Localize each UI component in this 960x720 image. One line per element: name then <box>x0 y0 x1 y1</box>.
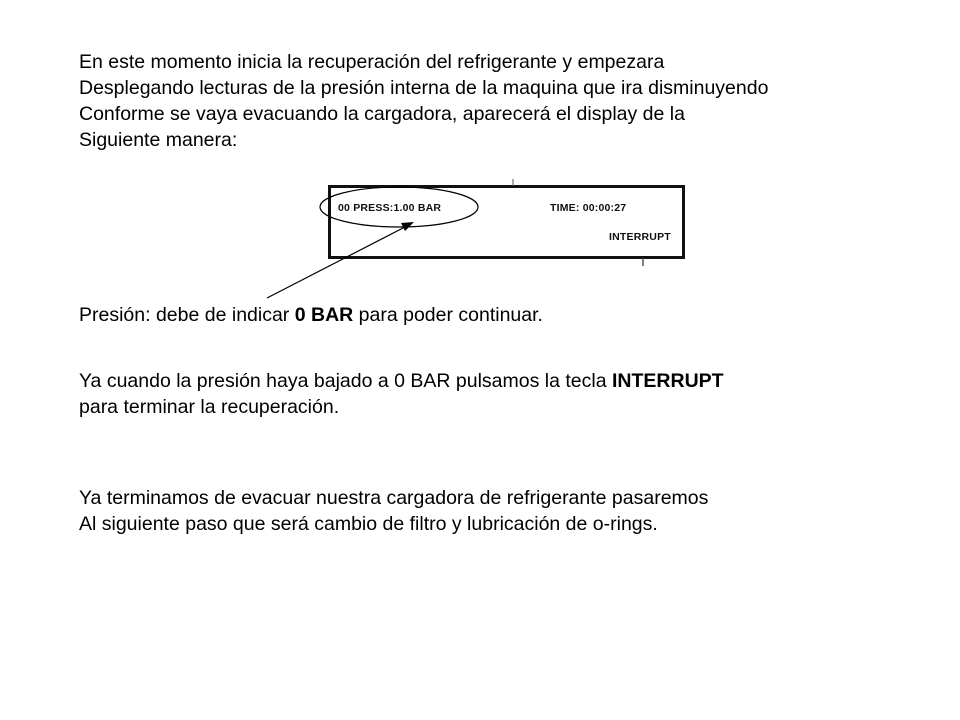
pressure-note-text-after: para poder continuar. <box>353 304 543 326</box>
display-time-readout: TIME: 00:00:27 <box>550 202 627 214</box>
intro-line-2: Desplegando lecturas de la presión interna de la maquina que ira disminuyendo <box>79 77 769 99</box>
pressure-note-bold-value: 0 BAR <box>294 304 354 326</box>
display-interrupt-label: INTERRUPT <box>609 231 671 243</box>
pressure-note <box>79 302 543 328</box>
intro-line-4: Siguiente manera: <box>79 129 238 151</box>
next-step-line-2: Al siguiente paso que será cambio de filtro y lubricación de o-rings. <box>79 513 658 535</box>
pressure-note-text-before: Presión: debe de indicar <box>79 304 295 326</box>
interrupt-note-line-2: para terminar la recuperación. <box>79 396 340 418</box>
intro-paragraph <box>79 49 768 153</box>
next-step-note <box>79 485 708 537</box>
interrupt-key-name: INTERRUPT <box>611 370 724 392</box>
intro-line-3: Conforme se vaya evacuando la cargadora, aparecerá el display de la <box>79 103 685 125</box>
next-step-line-1: Ya terminamos de evacuar nuestra cargadora de refrigerante pasaremos <box>79 487 709 509</box>
display-pressure-readout: 00 PRESS:1.00 BAR <box>338 202 442 214</box>
machine-display-screenshot <box>328 185 685 259</box>
interrupt-note <box>79 368 724 420</box>
interrupt-note-line-1-text: Ya cuando la presión haya bajado a 0 BAR pulsamos la tecla <box>79 370 612 392</box>
intro-line-1: En este momento inicia la recuperación del refrigerante y empezara <box>79 51 665 73</box>
